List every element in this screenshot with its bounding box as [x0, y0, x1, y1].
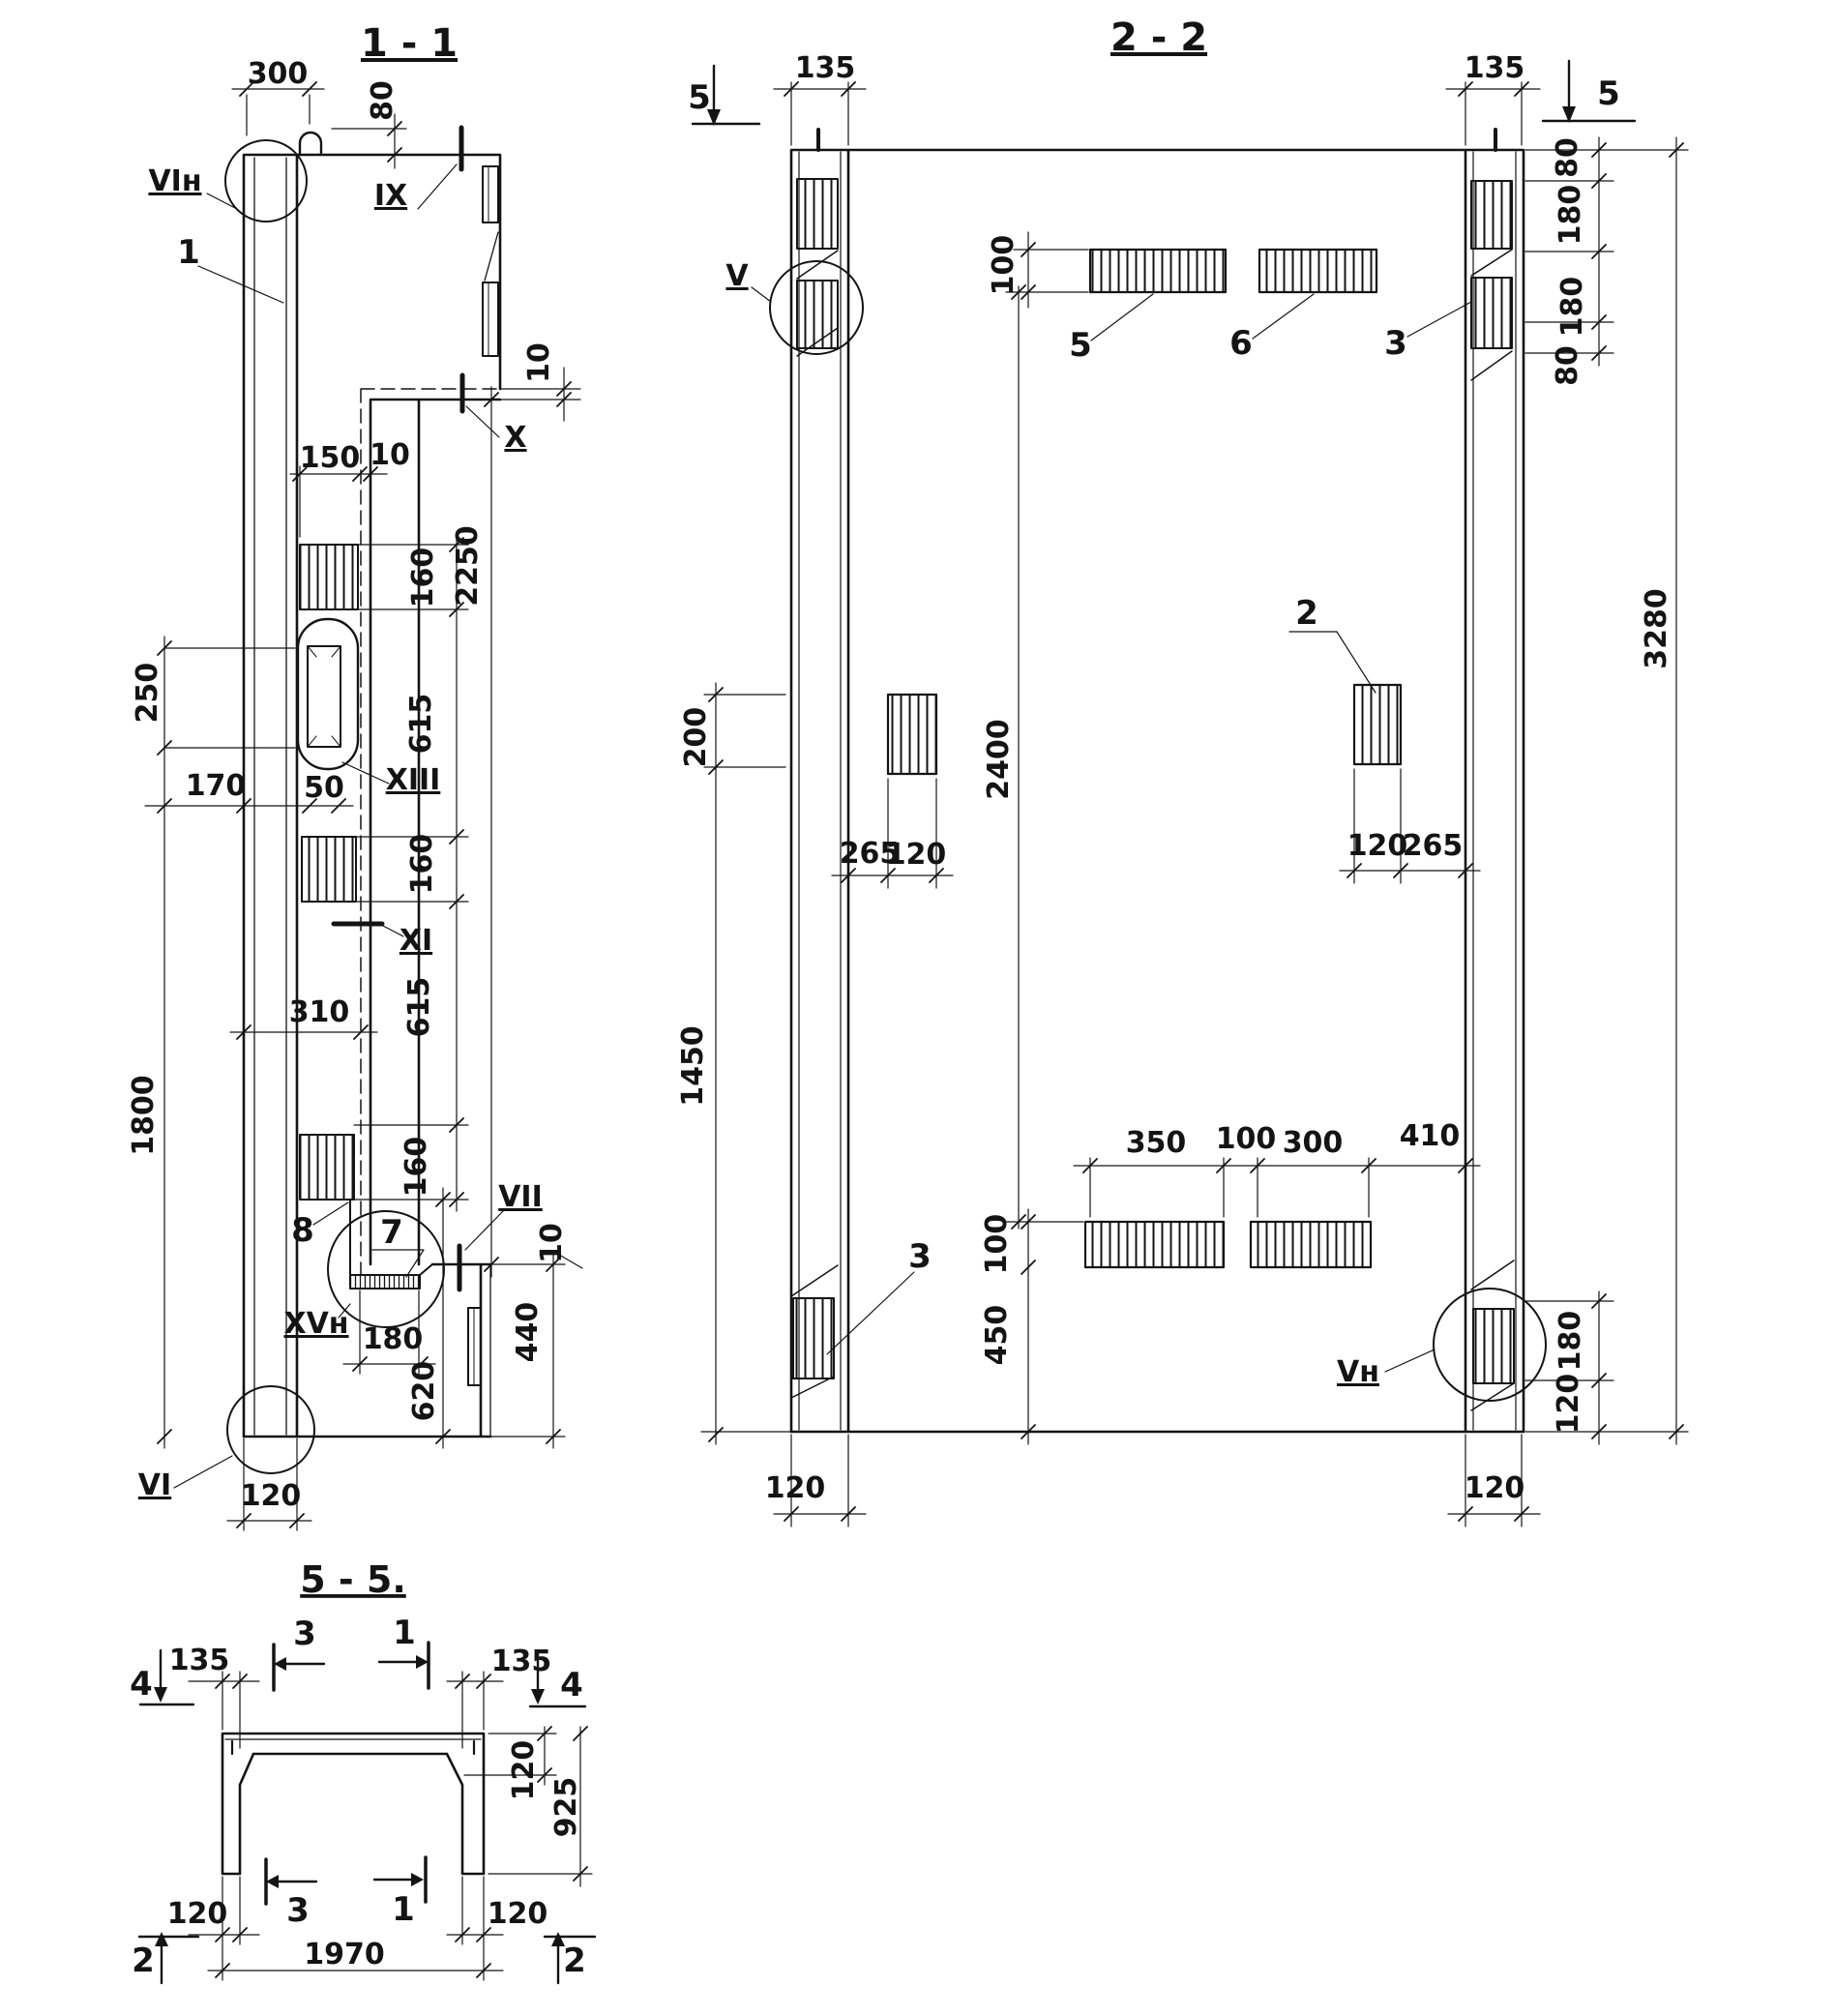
section-5-5-mark-1-bottom: 1: [392, 1890, 415, 1929]
view-section-5-5: [139, 1643, 595, 1983]
hatch-plate-1: [300, 545, 358, 609]
section-2-2-dim-180-3: 180: [1554, 1310, 1587, 1372]
bar-5: [1090, 250, 1226, 292]
section-1-1-dim-440: 440: [511, 1301, 545, 1363]
section-1-1-dim-50: 50: [304, 771, 344, 805]
lifting-pintles: [818, 130, 1495, 150]
section-2-2-dim-100-bottom: 100: [980, 1213, 1014, 1275]
center-plate-left: [888, 695, 936, 774]
arrowhead-1-top: [416, 1655, 429, 1669]
section-1-1-dim-180: 180: [362, 1322, 424, 1356]
section-1-1-ref-vi-bottom: VI: [137, 1468, 172, 1502]
section-2-2-dim-410: 410: [1399, 1119, 1461, 1153]
section-1-1-ref-x: X: [504, 421, 527, 455]
embed-plate-top-a: [483, 166, 498, 222]
section-2-2-mark-5-right: 5: [1597, 74, 1620, 113]
section-1-1-dim-300: 300: [247, 57, 309, 91]
hatch-plate-2: [302, 837, 356, 902]
hatch-plate-3: [300, 1135, 354, 1200]
section-2-2-dim-135-left: 135: [794, 51, 856, 85]
bar-bottom-left: [1085, 1222, 1224, 1267]
section-2-2-dim-80-1: 80: [1551, 137, 1584, 178]
section-1-1-dim-170: 170: [185, 769, 247, 803]
dimension-ticks: [709, 82, 1683, 1521]
section-5-5-title: 5 - 5.: [300, 1558, 406, 1601]
section-2-2-dim-300: 300: [1282, 1126, 1344, 1160]
section-2-2-callout-3-bottom: 3: [908, 1237, 932, 1276]
section-cut-ticks: [266, 1643, 429, 1904]
dimension-ticks: [216, 1675, 587, 1977]
section-2-2-callout-6: 6: [1229, 324, 1253, 363]
section-1-1-ref-xv-n: XVн: [283, 1307, 349, 1341]
dimension-ticks: [158, 82, 571, 1527]
section-2-2-mark-5-left: 5: [688, 78, 711, 117]
section-5-5-dim-1970: 1970: [304, 1938, 385, 1972]
section-arrow-lines: [139, 1650, 595, 1983]
section-2-2-dim-120-br: 120: [1552, 1373, 1585, 1435]
section-5-5-mark-3-bottom: 3: [286, 1891, 310, 1930]
section-2-2-dim-100-top: 100: [987, 234, 1021, 296]
section-2-2-dim-265-left: 265: [839, 837, 901, 871]
arrowhead-3-bottom: [266, 1875, 279, 1888]
left-wall-plate-2: [797, 281, 838, 348]
arrowhead-2-left: [155, 1932, 168, 1946]
view-section-2-2: [693, 61, 1688, 1527]
section-5-5-dim-120-bl: 120: [166, 1897, 228, 1931]
section-5-5-dim-120-br: 120: [487, 1897, 548, 1931]
section-2-2-dim-135-right: 135: [1464, 51, 1525, 85]
section-2-2-callout-5: 5: [1069, 326, 1092, 365]
section-1-1-dim-310: 310: [288, 995, 350, 1029]
bar-6: [1259, 250, 1376, 292]
section-1-1-dim-160-3: 160: [400, 1136, 433, 1198]
section-5-5-mark-2-left: 2: [132, 1942, 155, 1980]
arrowhead-3-top: [274, 1657, 286, 1671]
section-5-5-dim-135-left: 135: [168, 1644, 230, 1677]
center-plate-right: [1354, 685, 1401, 764]
arrowhead-4-right: [531, 1689, 545, 1705]
section-1-1-dim-120: 120: [240, 1479, 302, 1513]
weld-plate-detail-7: [350, 1275, 420, 1289]
section-1-1-title: 1 - 1: [360, 21, 459, 66]
section-1-1-ref-vi-n-top: VIн: [148, 164, 202, 198]
right-wall-plate-2: [1471, 278, 1512, 348]
section-1-1-dim-10-top: 10: [370, 438, 410, 472]
section-2-2-dim-120-wall-right: 120: [1464, 1471, 1525, 1505]
section-1-1-dim-150: 150: [299, 441, 361, 475]
arrowhead-4-left: [154, 1687, 167, 1703]
section-2-2-dim-200: 200: [679, 706, 713, 768]
section-1-1-callout-7: 7: [380, 1213, 403, 1252]
section-2-2-dim-80-2: 80: [1551, 345, 1584, 386]
section-1-1-ref-ix: IX: [373, 179, 408, 213]
section-2-2-dim-350: 350: [1125, 1126, 1187, 1160]
section-2-2-title: 2 - 2: [1110, 15, 1208, 60]
section-2-2-ref-v: V: [725, 259, 749, 293]
section-1-1-dim-615-1: 615: [404, 693, 438, 755]
channel-outline: [222, 1734, 484, 1874]
section-2-2-callout-2: 2: [1295, 594, 1318, 633]
section-2-2-dim-180-2: 180: [1555, 276, 1589, 338]
detail-circle-vi-n: [225, 140, 307, 222]
section-1-1-callout-1: 1: [177, 233, 200, 272]
section-1-1-dim-10-right: 10: [522, 342, 556, 383]
section-1-1-dim-80: 80: [366, 80, 400, 121]
section-1-1-dim-615-2: 615: [402, 976, 436, 1038]
section-5-5-dim-120-right: 120: [507, 1739, 541, 1801]
left-wall-plate-3: [793, 1298, 834, 1379]
section-1-1-ref-xiii: XIII: [385, 763, 441, 797]
right-wall-plate-1: [1471, 181, 1512, 249]
section-2-2-callout-3-top: 3: [1384, 324, 1407, 363]
left-wall-plate-1: [797, 179, 838, 249]
slot-chamfers: [308, 646, 340, 747]
section-1-1-dim-1800: 1800: [127, 1075, 161, 1156]
bar-bottom-right: [1251, 1222, 1371, 1267]
section-2-2-dim-3280: 3280: [1640, 588, 1673, 669]
section-5-5-dim-135-right: 135: [490, 1645, 552, 1678]
section-1-1-callout-8: 8: [291, 1211, 314, 1250]
lifting-loop: [300, 133, 321, 155]
section-2-2-ref-v-n: Vн: [1337, 1355, 1379, 1389]
section-1-1-ref-vii: VII: [498, 1180, 543, 1214]
section-2-2-dim-180-1: 180: [1554, 184, 1587, 246]
section-2-2-dim-1450: 1450: [676, 1025, 710, 1107]
detail-circle-vi: [227, 1386, 314, 1473]
section-2-2-dim-2400: 2400: [982, 719, 1016, 800]
section-2-2-dim-265-right: 265: [1402, 829, 1464, 863]
section-5-5-mark-1-top: 1: [393, 1614, 416, 1652]
panel-outline: [244, 155, 500, 1437]
dimension-lines: [189, 1672, 592, 1980]
section-5-5-mark-4-right: 4: [560, 1666, 583, 1705]
slab-embed-marks: [232, 1741, 474, 1754]
section-5-5-mark-2-right: 2: [563, 1942, 586, 1980]
section-cut-ticks: [334, 128, 462, 1290]
arrowhead-1-bottom: [411, 1873, 424, 1886]
section-2-2-dim-450: 450: [980, 1304, 1014, 1366]
section-2-2-dim-100-row: 100: [1215, 1122, 1277, 1156]
labels-layer: [127, 15, 1673, 1980]
section-1-1-dim-160-1: 160: [406, 547, 440, 608]
section-1-1-dim-250: 250: [131, 662, 164, 724]
section-1-1-dim-2250: 2250: [451, 525, 485, 607]
section-1-1-dim-10-bottom: 10: [535, 1223, 569, 1263]
section-5-5-mark-4-left: 4: [130, 1665, 153, 1704]
section-1-1-dim-160-2: 160: [405, 833, 439, 895]
section-2-2-dim-120-wall-left: 120: [764, 1471, 826, 1505]
embed-plate-top-b: [483, 282, 498, 356]
section-5-5-mark-3-top: 3: [293, 1615, 316, 1653]
section-1-1-dim-620: 620: [407, 1360, 441, 1422]
right-wall-plate-3: [1473, 1309, 1514, 1383]
section-5-5-dim-925: 925: [549, 1776, 583, 1838]
slot-inner: [308, 646, 340, 747]
section-2-2-dim-120-left: 120: [885, 838, 947, 872]
section-1-1-ref-xi: XI: [399, 924, 433, 958]
section-2-2-dim-120-right: 120: [1347, 829, 1408, 863]
